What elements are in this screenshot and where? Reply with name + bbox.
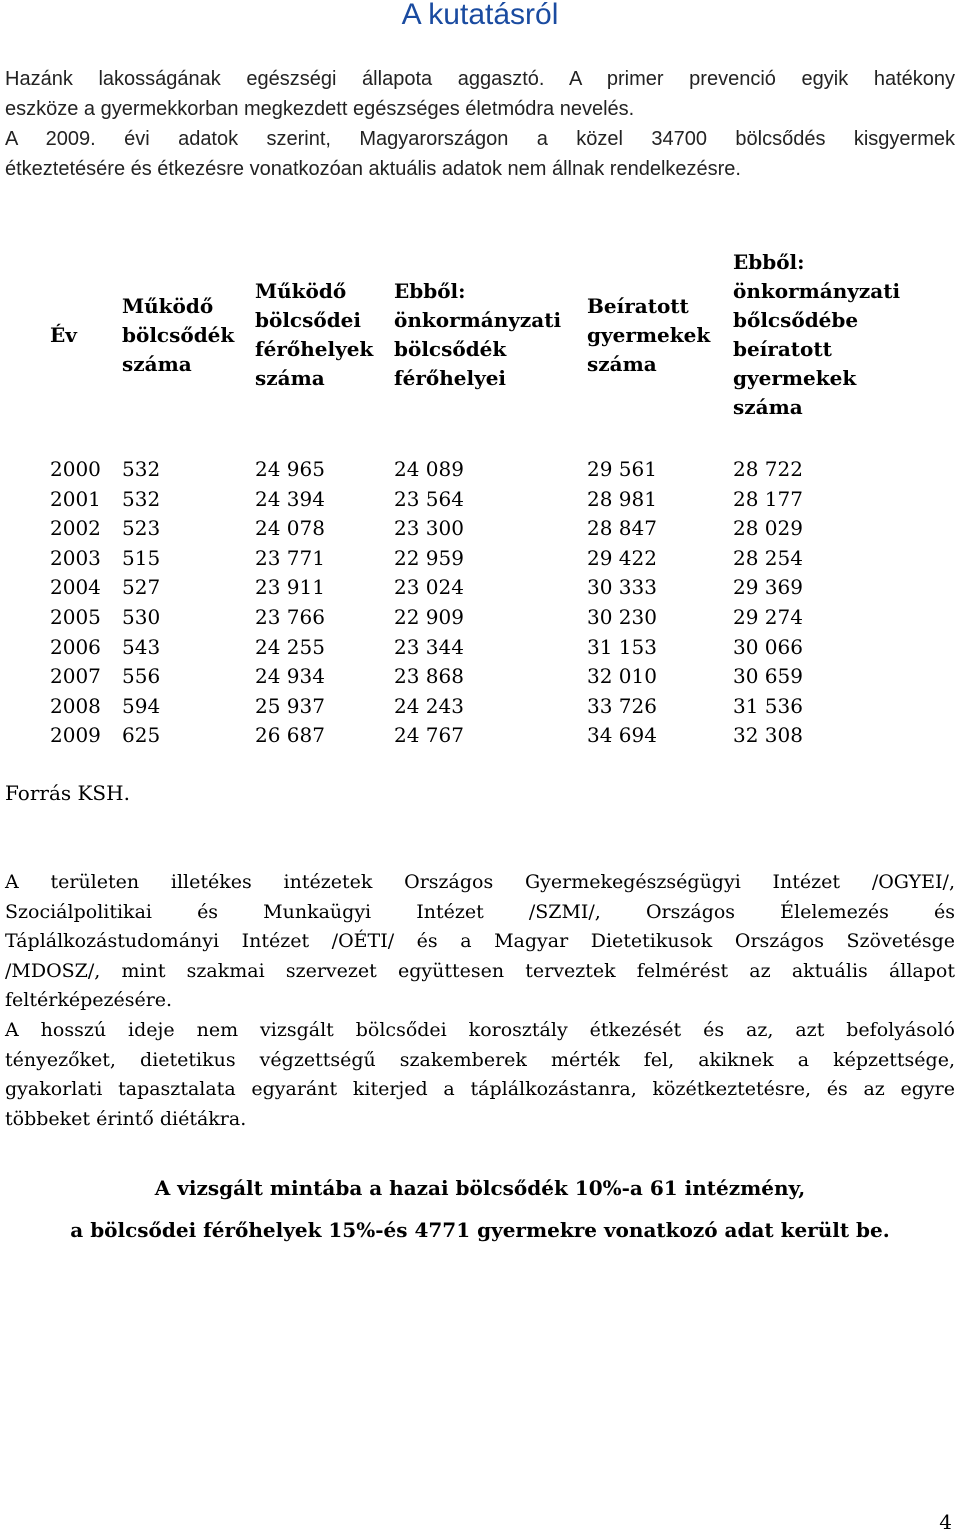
table-cell: 24 089 [394,457,464,481]
table-row-year: 2000 [50,457,101,481]
table-cell: 523 [122,516,161,541]
column-header-line: bölcsődék [394,337,507,361]
source-note: Forrás KSH. [5,781,130,805]
table-cell: 22 909 [394,605,464,629]
table-cell: 556 [122,664,161,689]
column-header-line: száma [255,366,325,390]
body-line: tényezőket, dietetikus végzettségű szakemberek mérték fel, akiknek a képzettsége, [5,1048,955,1071]
table-cell: 23 771 [255,545,325,570]
table-cell: 30 659 [733,664,803,689]
table-cell: 527 [122,575,161,600]
table-cell: 33 726 [587,693,657,718]
table-cell: 23 300 [394,516,464,541]
column-header [587,292,710,379]
table-cell: 24 767 [394,723,464,748]
column-header-line: száma [122,351,192,376]
table-cell: 28 981 [587,486,657,511]
body-paragraphs [5,868,955,1134]
intro-line: étkeztetésére és étkezésre vonatkozóan aktuális adatok nem állnak rendelkezésre. [5,158,741,180]
daycare-statistics-table [0,240,960,760]
table-cell: 24 243 [394,693,464,718]
table-cell: 30 230 [587,605,657,629]
table-cell: 515 [122,545,161,570]
body-line: A területen illetékes intézetek Országos Gyermekegészségügyi Intézet /OGYEI/, [5,871,955,893]
table-row-year: 2002 [50,516,101,541]
table-cell: 30 333 [587,575,657,600]
table-cell: 594 [122,693,161,718]
column-header-line: bölcsődék [122,322,235,347]
column-header-line: bölcsődei [255,308,362,332]
table-cell: 23 766 [255,605,325,629]
table-row-year: 2007 [50,664,101,689]
table-cell: 29 561 [587,457,657,481]
table-cell: 530 [122,605,161,629]
table-cell: 28 722 [733,457,803,481]
column-header-line: száma [587,351,657,376]
table-cell: 28 177 [733,486,803,511]
body-line: /MDOSZ/, mint szakmai szervezet együttesen terveztek felmérést az aktuális állapot [5,959,955,982]
table-cell: 24 965 [255,457,325,481]
table-cell: 32 308 [733,723,803,748]
table-cell: 543 [122,634,161,659]
table-cell: 28 254 [733,545,803,570]
column-header-line: Ebből: [394,279,466,303]
table-cell: 24 255 [255,634,325,659]
table-cell: 23 564 [394,486,464,511]
table-cell: 625 [122,723,161,748]
table-cell: 28 029 [733,516,803,541]
table-cell: 28 847 [587,516,657,541]
page-number: 4 [939,1510,952,1534]
column-header-line: gyermekek [733,366,857,390]
intro-line: eszköze a gyermekkorban megkezdett egészséges életmódra nevelés. [5,98,635,120]
table-cell: 30 066 [733,634,803,659]
table-cell: 24 394 [255,486,325,511]
column-header-line: beíratott [733,337,832,361]
table-cell: 22 959 [394,545,464,570]
column-header-line: gyermekek [587,322,711,347]
column-header-line: Beíratott [587,293,689,318]
column-header-line: Működő [122,293,214,318]
body-line: Szociálpolitikai és Munkaügyi Intézet /SZMI/, Országos Élelemezés és [5,900,955,923]
table-cell: 24 078 [255,516,325,541]
column-header-line: száma [733,395,803,419]
column-header [394,277,561,393]
table-cell: 23 868 [394,664,464,689]
column-header [255,277,373,393]
column-header-line: férőhelyek [255,337,374,361]
column-header [733,248,900,422]
table-row-year: 2005 [50,605,101,629]
column-header-line: férőhelyei [394,366,507,390]
body-line: feltérképezésére. [5,989,173,1012]
closing-line: A vizsgált mintába a hazai bölcsődék 10%-a 61 intézmény, [154,1176,806,1200]
body-line: többeket érintő diétákra. [5,1107,247,1130]
table-cell: 31 536 [733,693,803,718]
column-header-line: bőlcsődébe [733,308,859,332]
table-cell: 532 [122,486,161,511]
table-cell: 24 934 [255,664,325,689]
column-header-line: Működő [255,279,347,303]
page-title: A kutatásról [401,0,559,31]
table-cell: 29 369 [733,575,803,600]
table-row-year: 2001 [50,486,101,511]
table-cell: 23 024 [394,575,464,600]
table-cell: 29 422 [587,545,657,570]
intro-line: Hazánk lakosságának egészségi állapota aggasztó. A primer prevenció egyik hatékony [5,68,955,90]
body-line: A hosszú ideje nem vizsgált bölcsődei korosztály étkezését és az, azt befolyásoló [5,1018,955,1041]
table-cell: 31 153 [587,634,657,659]
table-cell: 23 344 [394,634,464,659]
table-row-year: 2003 [50,545,101,570]
table-row-year: 2008 [50,693,101,718]
table-cell: 29 274 [733,605,803,629]
column-header [50,321,77,350]
table-cell: 26 687 [255,723,325,748]
table-row-year: 2009 [50,723,101,748]
column-header-line: Ebből: [733,250,805,274]
table-cell: 532 [122,457,161,481]
column-header-line: önkormányzati [394,308,562,332]
column-header-line: Év [50,322,77,347]
intro-line: A 2009. évi adatok szerint, Magyarországon a közel 34700 bölcsődés kisgyermek [5,128,955,150]
body-line: Táplálkozástudományi Intézet /OÉTI/ és a Magyar Dietetikusok Országos Szövetésge [5,930,955,953]
table-cell: 25 937 [255,693,325,718]
intro-paragraph [5,64,955,184]
column-header-line: önkormányzati [733,279,901,303]
table-cell: 32 010 [587,664,657,689]
body-line: gyakorlati tapasztalata egyaránt kiterjed a táplálkozástanra, közétkeztetésre, és az egyre [5,1078,955,1101]
table-row-year: 2006 [50,634,101,659]
table-row-year: 2004 [50,575,101,600]
table-cell: 23 911 [255,575,325,600]
column-header [122,292,234,379]
closing-line: a bölcsődei férőhelyek 15%-és 4771 gyermekre vonatkozó adat került be. [70,1218,890,1242]
table-cell: 34 694 [587,723,657,748]
